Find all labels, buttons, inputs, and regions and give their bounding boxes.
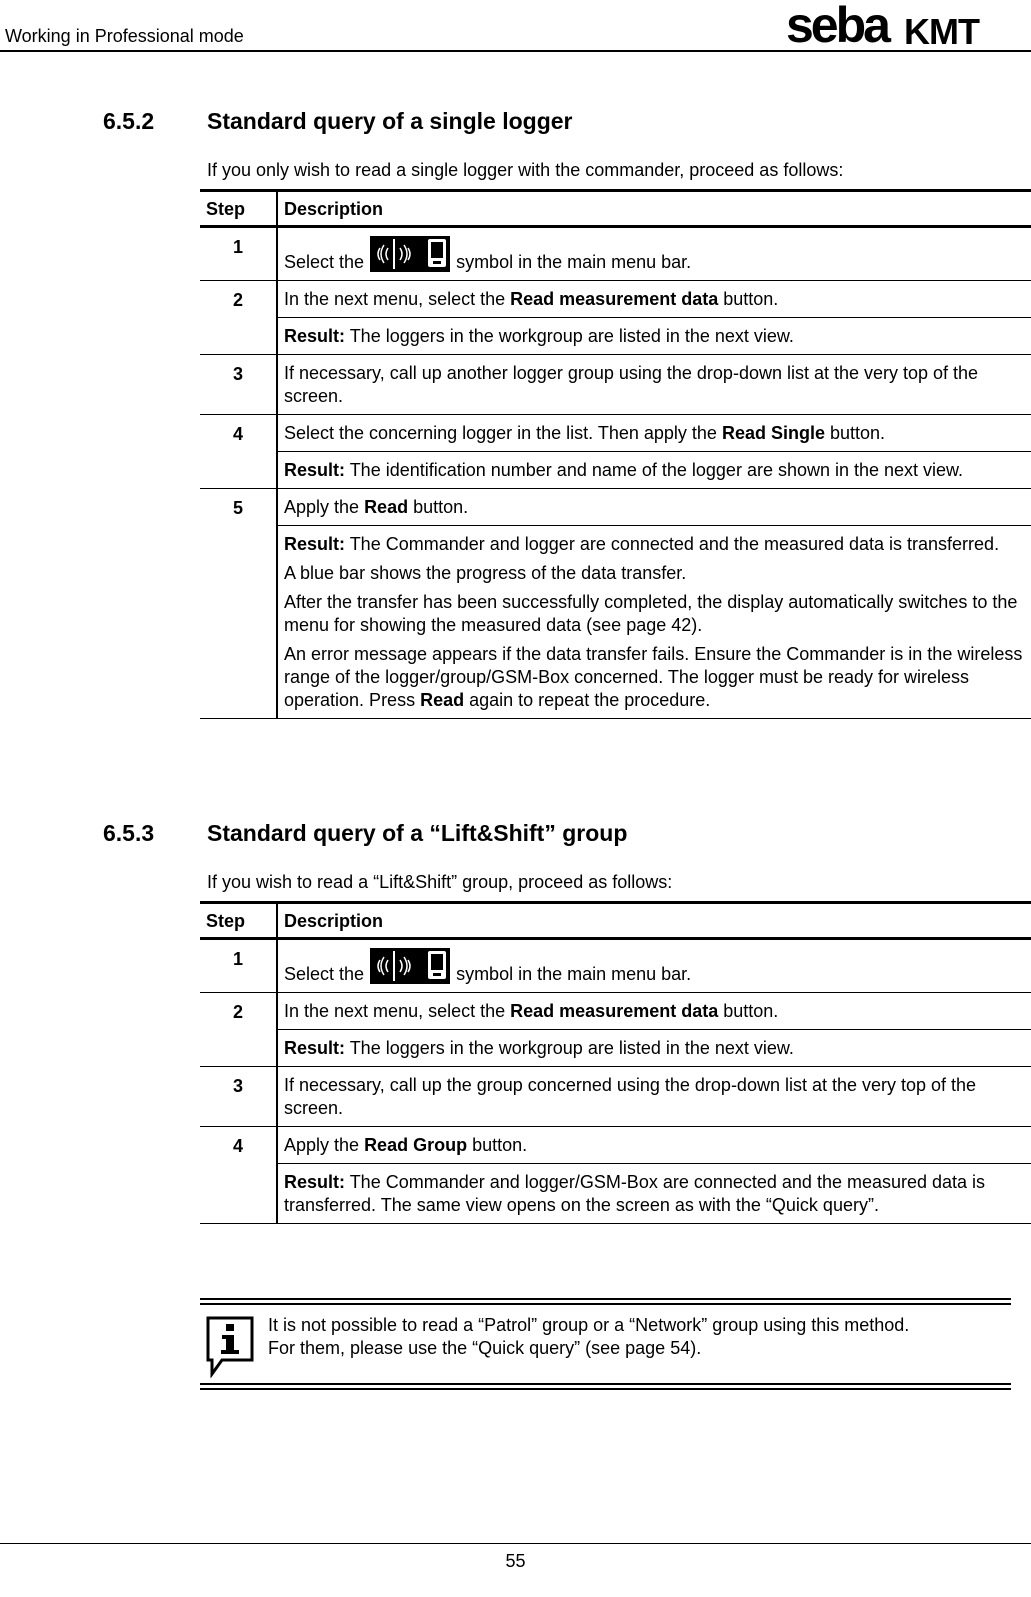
desc-text: symbol in the main menu bar. bbox=[451, 252, 692, 272]
section-intro: If you only wish to read a single logger with the commander, proceed as follows: bbox=[207, 160, 844, 180]
button-name: Read bbox=[420, 690, 465, 710]
step-result: Result: The Commander and logger/GSM-Box are connected and the measured data is transferred. The same view opens on the screen as with the “Quick query”. bbox=[284, 1172, 986, 1215]
info-icon bbox=[206, 1316, 254, 1378]
desc-text: Select the bbox=[284, 252, 370, 272]
step-description: If necessary, call up another logger group using the drop-down list at the very top of the screen. bbox=[284, 363, 979, 406]
step-description bbox=[277, 227, 1031, 281]
table-row bbox=[200, 1030, 1031, 1067]
step-number: 3 bbox=[200, 355, 277, 415]
step-description: Select the concerning logger in the list. Then apply the Read Single button. bbox=[277, 415, 1031, 452]
note-top-rule bbox=[200, 1303, 1011, 1305]
button-name: Read Group bbox=[364, 1135, 468, 1155]
step-description: In the next menu, select the Read measurement data button. bbox=[277, 993, 1031, 1030]
steps-table bbox=[200, 189, 1031, 719]
step-number: 1 bbox=[200, 939, 277, 993]
page-number: 55 bbox=[505, 1551, 526, 1571]
step-description: Apply the Read Group button. bbox=[277, 1127, 1031, 1164]
col-description-header: Description bbox=[284, 911, 384, 931]
step-description: Apply the Read button. bbox=[277, 489, 1031, 526]
section-number: 6.5.3 bbox=[103, 820, 155, 846]
table-header-row bbox=[200, 903, 1031, 939]
footer-rule bbox=[0, 1543, 1031, 1544]
step-number: 1 bbox=[200, 227, 277, 281]
col-step-header: Step bbox=[200, 191, 277, 227]
note-top-rule bbox=[200, 1298, 1011, 1300]
button-name: Read measurement data bbox=[510, 289, 719, 309]
table-row bbox=[200, 526, 1031, 719]
sebakmt-logo bbox=[786, 2, 1026, 48]
step-result: Result: The Commander and logger are connected and the measured data is transferred. A blue bar shows the progress of the data transfer. After the transfer has been successfully completed, the display automatically switches to the menu for showing the measured data (see page 42). An error message appears if the data transfer fails. Ensure the Commander is in the wireless range of the logger/group/GSM-Box concerned. The logger must be ready for wireless operation. Press Read again to repeat the procedure. bbox=[277, 526, 1031, 719]
note-line: For them, please use the “Quick query” (see page 54). bbox=[268, 1338, 702, 1358]
table-row bbox=[200, 993, 1031, 1030]
table-row bbox=[200, 1067, 1031, 1127]
step-description: If necessary, call up the group concerned using the drop-down list at the very top of the screen. bbox=[284, 1075, 977, 1118]
wireless-logger-icon bbox=[370, 948, 450, 984]
step-result: Result: The loggers in the workgroup are listed in the next view. bbox=[284, 1038, 794, 1058]
table-row bbox=[200, 318, 1031, 355]
steps-table bbox=[200, 901, 1031, 1224]
table-row bbox=[200, 355, 1031, 415]
section-number: 6.5.2 bbox=[103, 108, 155, 134]
result-label: Result: bbox=[284, 326, 346, 346]
logo-kmt: KMT bbox=[904, 11, 979, 48]
step-description: Select the symbol in the main menu bar. bbox=[277, 939, 1031, 993]
table-row bbox=[200, 939, 1031, 993]
result-paragraph: A blue bar shows the progress of the data transfer. bbox=[284, 563, 687, 583]
note-line: It is not possible to read a “Patrol” group or a “Network” group using this method. bbox=[268, 1315, 910, 1335]
table-row bbox=[200, 1127, 1031, 1164]
result-paragraph: After the transfer has been successfully completed, the display automatically switches to the menu for showing the measured data (see page 42). bbox=[284, 592, 1018, 635]
result-label: Result: bbox=[284, 1038, 346, 1058]
logo-seba: seba bbox=[786, 2, 888, 48]
table-row bbox=[200, 489, 1031, 526]
step-number: 2 bbox=[200, 993, 277, 1067]
button-name: Read Single bbox=[721, 423, 825, 443]
step-number: 4 bbox=[200, 1127, 277, 1224]
table-row bbox=[200, 227, 1031, 281]
result-paragraph: An error message appears if the data transfer fails. Ensure the Commander is in the wireless range of the logger/group/GSM-Box concerned. The logger must be ready for wireless operation. Press Read again to repeat the procedure. bbox=[284, 644, 1023, 710]
button-name: Read measurement data bbox=[510, 1001, 719, 1021]
note-bottom-rule bbox=[200, 1388, 1011, 1390]
step-result: Result: The identification number and name of the logger are shown in the next view. bbox=[284, 460, 964, 480]
step-number: 4 bbox=[200, 415, 277, 489]
section-title: Standard query of a single logger bbox=[207, 108, 573, 134]
section-intro: If you wish to read a “Lift&Shift” group, proceed as follows: bbox=[207, 872, 673, 892]
result-label: Result: bbox=[284, 534, 346, 554]
result-label: Result: bbox=[284, 460, 346, 480]
note-text bbox=[268, 1314, 909, 1360]
table-row bbox=[200, 452, 1031, 489]
note-bottom-rule bbox=[200, 1383, 1011, 1385]
step-number: 2 bbox=[200, 281, 277, 355]
button-name: Read bbox=[364, 497, 409, 517]
table-row bbox=[200, 415, 1031, 452]
step-description: In the next menu, select the Read measurement data button. bbox=[277, 281, 1031, 318]
col-step-header: Step bbox=[200, 903, 277, 939]
header-rule bbox=[0, 50, 1031, 52]
table-row bbox=[200, 281, 1031, 318]
section-title: Standard query of a “Lift&Shift” group bbox=[207, 820, 628, 846]
step-number: 5 bbox=[200, 489, 277, 719]
step-number: 3 bbox=[200, 1067, 277, 1127]
header-title: Working in Professional mode bbox=[5, 26, 244, 46]
table-header-row bbox=[200, 191, 1031, 227]
info-note bbox=[200, 1298, 1011, 1390]
result-label: Result: bbox=[284, 1172, 346, 1192]
table-row bbox=[200, 1164, 1031, 1224]
col-description-header: Description bbox=[284, 199, 384, 219]
step-result: Result: The loggers in the workgroup are listed in the next view. bbox=[284, 326, 794, 346]
wireless-logger-icon bbox=[370, 236, 450, 272]
